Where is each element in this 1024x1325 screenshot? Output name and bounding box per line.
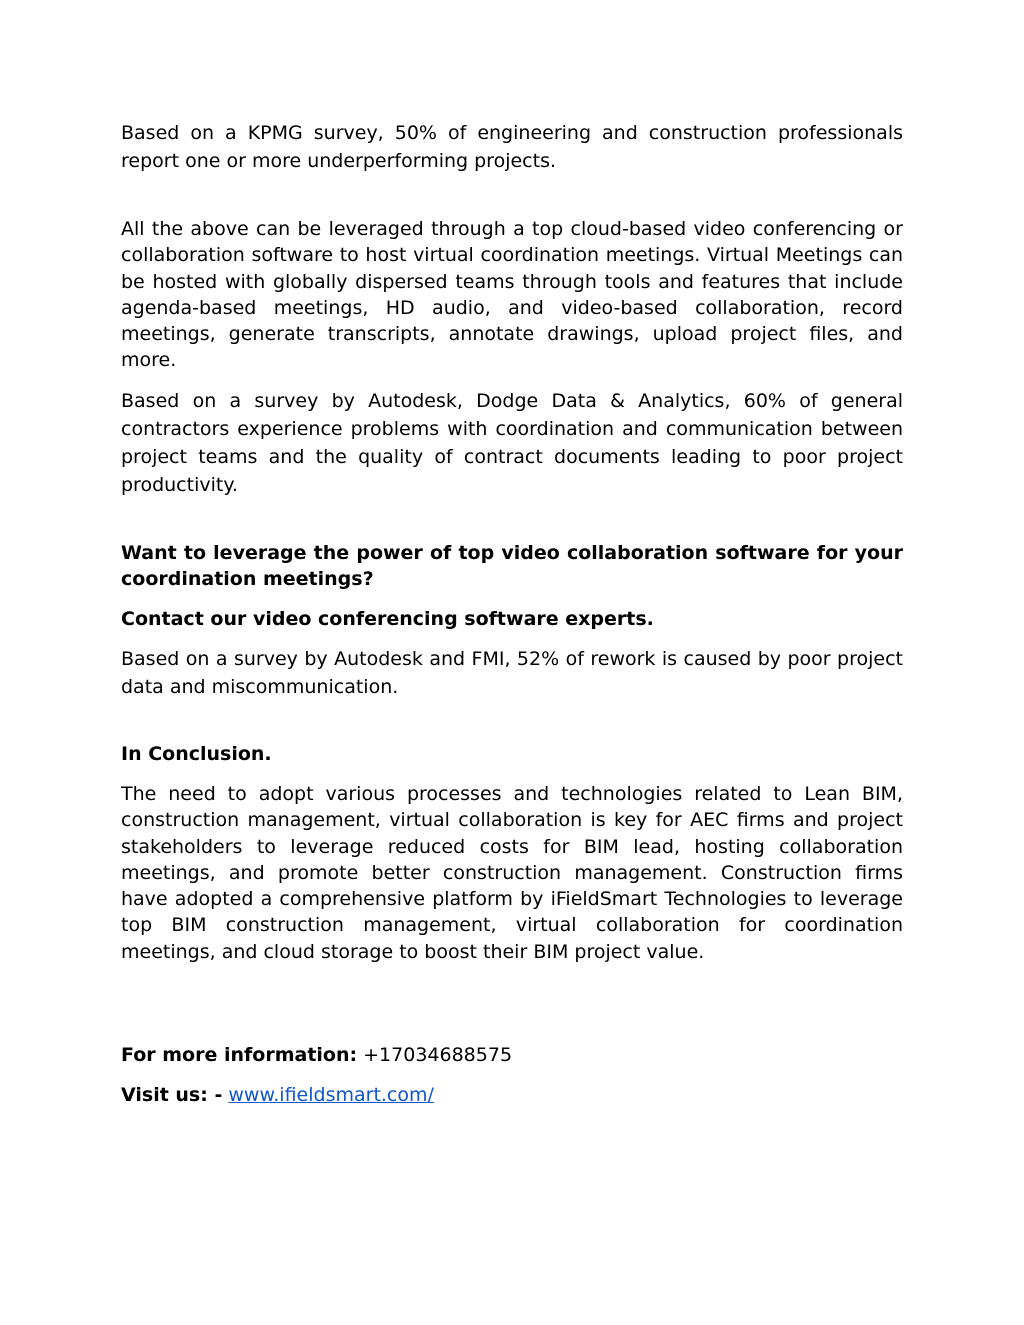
website-link[interactable]: www.ifieldsmart.com/ (228, 1084, 434, 1106)
paragraph-autodesk-dodge-survey: Based on a survey by Autodesk, Dodge Data & Analytics, 60% of general contractors experience problems with coordination and communication between project teams and the quality of contract documents leading to poor project productivity. (121, 390, 903, 496)
conclusion-heading: In Conclusion. (121, 743, 272, 765)
more-information-line (121, 1042, 512, 1068)
phone-number: +17034688575 (363, 1044, 513, 1066)
info-label: For more information: (121, 1044, 358, 1066)
visit-label: Visit us: - (121, 1084, 223, 1106)
cta-question-heading: Want to leverage the power of top video collaboration software for your coordination meetings? (121, 542, 903, 591)
visit-us-line (121, 1082, 434, 1108)
paragraph-video-conferencing: All the above can be leveraged through a top cloud-based video conferencing or collaboration software to host virtual coordination meetings. Virtual Meetings can be hosted with globally dispersed teams through tools and features that include agenda-based meetings, HD audio, and video-based collaboration, record meetings, generate transcripts, annotate drawings, upload project files, and more. (121, 218, 903, 372)
paragraph-conclusion: The need to adopt various processes and technologies related to Lean BIM, construction management, virtual collaboration is key for AEC firms and project stakeholders to leverage reduced costs for BIM lead, hosting collaboration meetings, and promote better construction management. Construction firms have adopted a comprehensive platform by iFieldSmart Technologies to leverage top BIM construction management, virtual collaboration for coordination meetings, and cloud storage to boost their BIM project value. (121, 783, 903, 963)
cta-contact-heading: Contact our video conferencing software experts. (121, 608, 654, 630)
paragraph-autodesk-fmi-survey: Based on a survey by Autodesk and FMI, 52% of rework is caused by poor project data and miscommunication. (121, 648, 903, 698)
paragraph-kpmg-survey: Based on a KPMG survey, 50% of engineering and construction professionals report one or more underperforming projects. (121, 122, 903, 172)
